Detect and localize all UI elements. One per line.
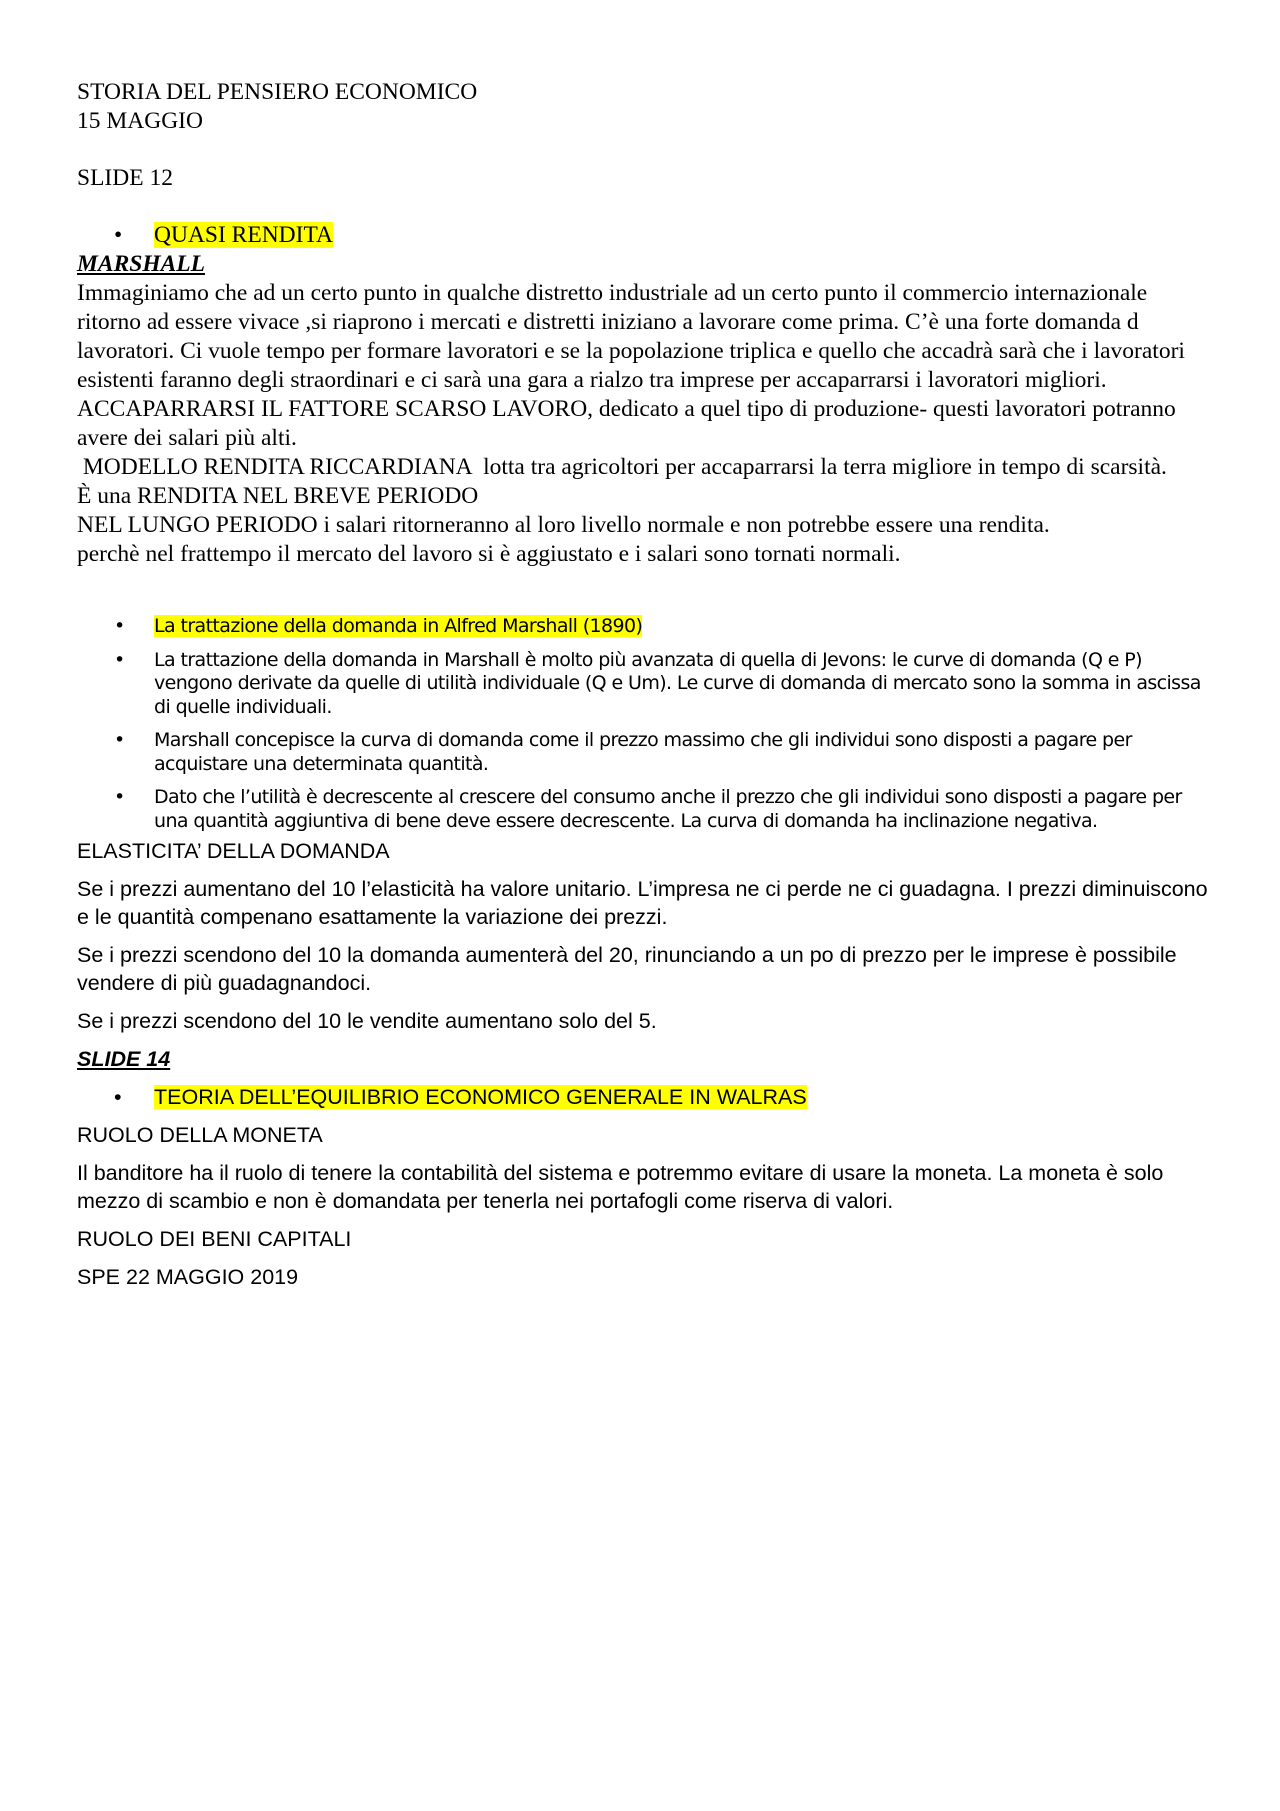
domanda-bullet-text: La trattazione della domanda in Alfred Marshall (1890) [154, 615, 643, 637]
marshall-heading: MARSHALL [77, 251, 205, 277]
breve-periodo-line: È una RENDITA NEL BREVE PERIODO [77, 483, 479, 509]
elasticita-paragraph-2: Se i prezzi scendono del 10 la domanda aumenterà del 20, rinunciando a un po di prezzo per le imprese è possibile vendere di più guadagnandoci. [77, 943, 1177, 995]
bullet-icon: • [114, 1085, 122, 1109]
riccardiana-paragraph: MODELLO RENDITA RICCARDIANA lotta tra agricoltori per accaparrarsi la terra migliore in tempo di scarsità. [77, 454, 1167, 480]
slide-14-label: SLIDE 14 [77, 1047, 171, 1071]
domanda-bullet-2 [77, 649, 1217, 720]
domanda-bullet-3 [77, 729, 1217, 776]
bullet-icon: • [114, 648, 125, 671]
moneta-paragraph: Il banditore ha il ruolo di tenere la contabilità del sistema e potremmo evitare di usare la moneta. La moneta è solo mezzo di scambio e non è domandata per tenerla nei portafogli come riserva di valori. [77, 1161, 1164, 1213]
domanda-bullet-1 [77, 615, 1217, 639]
lungo-periodo-line: NEL LUNGO PERIODO i salari ritorneranno al loro livello normale e non potrebbe essere una rendita. [77, 512, 1050, 538]
domanda-bullet-4 [77, 786, 1217, 833]
quasi-rendita-text: QUASI RENDITA [154, 222, 333, 248]
domanda-bullet-text: Dato che l’utilità è decrescente al crescere del consumo anche il prezzo che gli individui sono disposti a pagare per una quantità aggiuntiva di bene deve essere decrescente. La curva di domanda ha inclinazione negativa. [154, 786, 1182, 832]
slide-12-label: SLIDE 12 [77, 165, 173, 191]
elasticita-heading: ELASTICITA’ DELLA DOMANDA [77, 839, 390, 863]
domanda-bullet-list [77, 615, 1217, 833]
domanda-bullet-text: La trattazione della domanda in Marshall è molto più avanzata di quella di Jevons: le curve di domanda (Q e P) vengono derivate da quelle di utilità individuale (Q e Um). Le curve di domanda di mercato sono la somma in ascissa di quelle individuali. [154, 648, 1201, 718]
moneta-heading: RUOLO DELLA MONETA [77, 1123, 323, 1147]
document-title: STORIA DEL PENSIERO ECONOMICO [77, 79, 478, 105]
beni-capitali-heading: RUOLO DEI BENI CAPITALI [77, 1227, 352, 1251]
lecture-date: 15 MAGGIO [77, 108, 203, 134]
bullet-icon: • [114, 615, 125, 637]
bullet-icon: • [114, 222, 123, 248]
elasticita-paragraph-3: Se i prezzi scendono del 10 le vendite aumentano solo del 5. [77, 1009, 657, 1033]
walras-text: TEORIA DELL’EQUILIBRIO ECONOMICO GENERALE IN WALRAS [154, 1085, 807, 1109]
bullet-quasi-rendita [77, 221, 1217, 250]
elasticita-paragraph-1: Se i prezzi aumentano del 10 l’elasticità ha valore unitario. L’impresa ne ci perde ne ci guadagna. I prezzi diminuiscono e le quantità compenano esattamente la variazione dei prezzi. [77, 877, 1208, 929]
bullet-icon: • [114, 729, 125, 751]
bullet-walras [77, 1083, 1217, 1111]
bullet-icon: • [114, 786, 125, 808]
footer-date: SPE 22 MAGGIO 2019 [77, 1265, 299, 1289]
quasi-rendita-paragraph: Immaginiamo che ad un certo punto in qualche distretto industriale ad un certo punto il commercio internazionale ritorno ad essere vivace ,si riaprono i mercati e distretti iniziano a lavorare come prima. C’è una forte domanda d lavoratori. Ci vuole tempo per formare lavoratori e se la popolazione triplica e quello che accadrà sarà che i lavoratori esistenti faranno degli straordinari e ci sarà una gara a rialzo tra imprese per accaparrarsi i lavoratori migliori. ACCAPARRARSI IL FATTORE SCARSO LAVORO, dedicato a quel tipo di produzione- questi lavoratori potranno avere dei salari più alti. [77, 280, 1185, 451]
perche-line: perchè nel frattempo il mercato del lavoro si è aggiustato e i salari sono tornati normali. [77, 541, 901, 567]
domanda-bullet-text: Marshall concepisce la curva di domanda come il prezzo massimo che gli individui sono disposti a pagare per acquistare una determinata quantità. [154, 729, 1132, 775]
document-page [77, 78, 1217, 1291]
